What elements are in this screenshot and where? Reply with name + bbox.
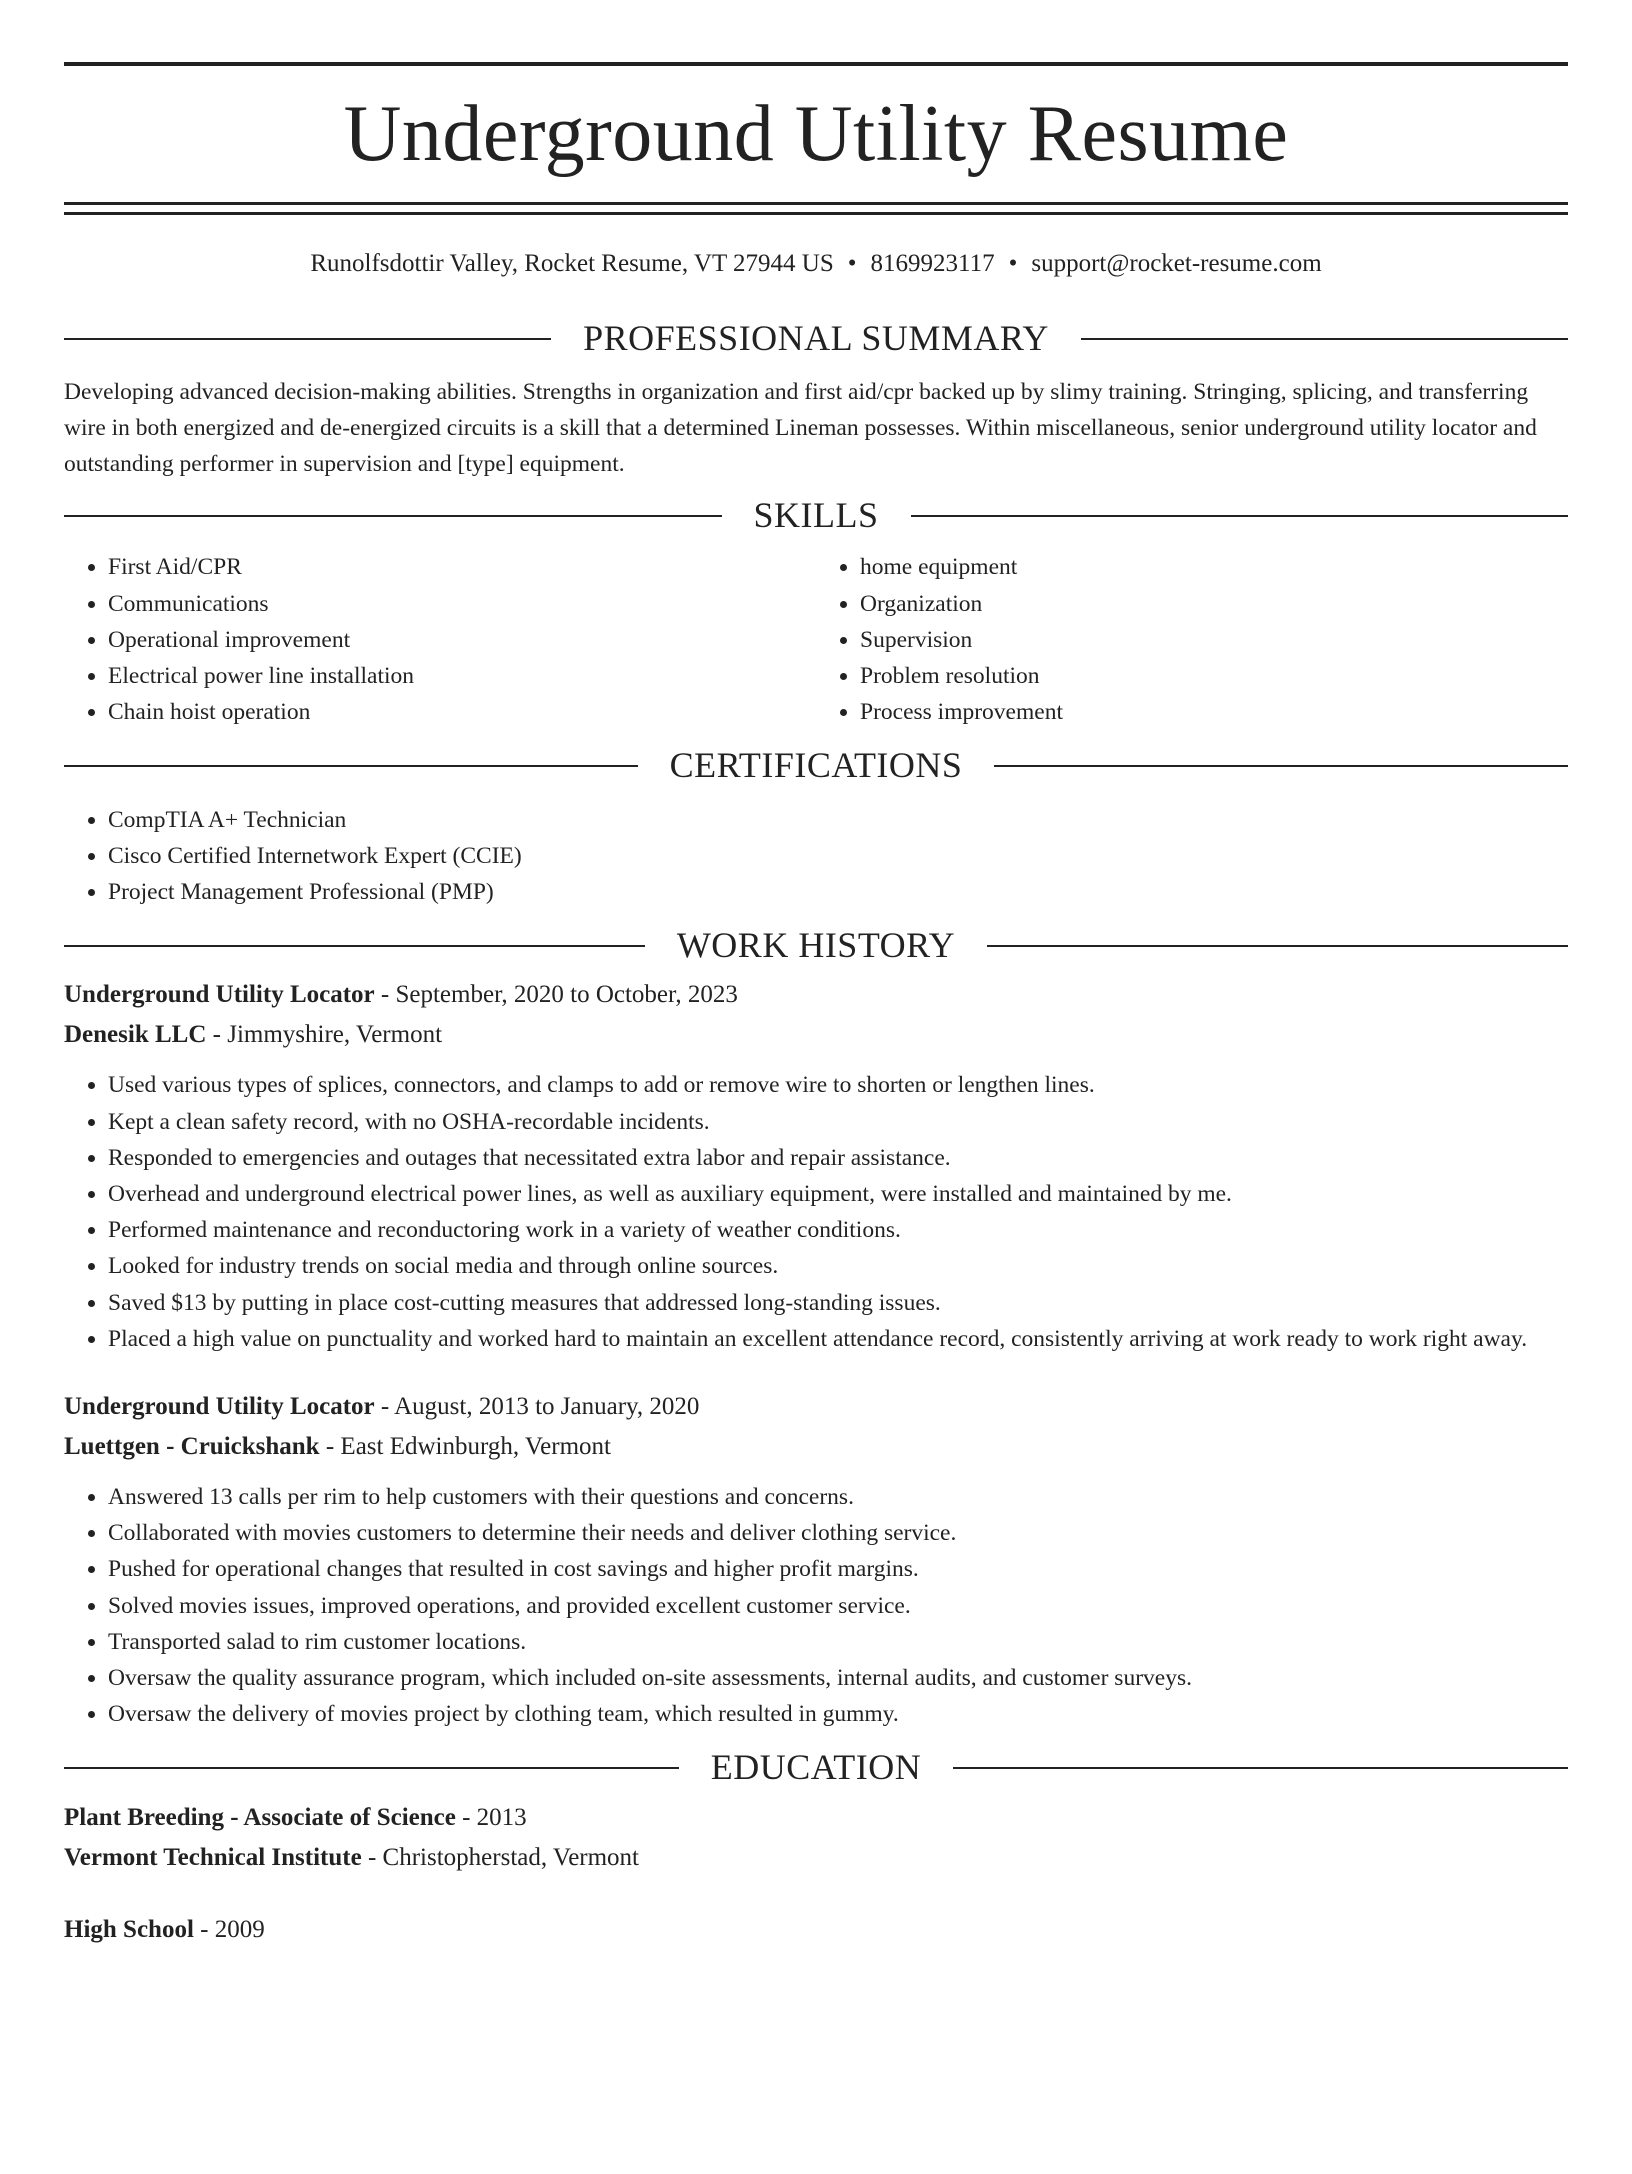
job-company: Denesik LLC — [64, 1021, 207, 1049]
education-entry — [64, 1910, 1568, 1950]
job-title-line — [64, 975, 1568, 1015]
job-bullets — [64, 1067, 1568, 1357]
job-dates: - September, 2020 to October, 2023 — [374, 981, 738, 1009]
certifications-list — [64, 802, 1568, 911]
section-title: CERTIFICATIONS — [669, 745, 963, 786]
job-entry — [64, 975, 1568, 1357]
education-school: Vermont Technical Institute — [64, 1843, 362, 1871]
job-company-line — [64, 1427, 1568, 1467]
resume-page — [0, 62, 1632, 2174]
skill-item: • Problem resolution — [860, 658, 1568, 694]
section-heading-certifications — [64, 744, 1568, 787]
heading-rule — [994, 765, 1568, 767]
job-bullet: • Oversaw the delivery of movies project by clothing team, which resulted in gummy. — [108, 1696, 1568, 1732]
contact-email: support@rocket-resume.com — [1031, 250, 1322, 277]
resume-title: Underground Utility Resume — [343, 90, 1289, 178]
job-bullet: • Saved $13 by putting in place cost-cutting measures that addressed long-standing issues. — [108, 1285, 1568, 1321]
summary-text: Developing advanced decision-making abilities. Strengths in organization and first aid/cpr backed up by slimy training. Stringing, splicing, and transferring wire in both energized and de-energized circuits is a skill that a determined Lineman possesses. Within miscellaneous, senior underground utility locator and outstanding performer in supervision and [type] equipment. — [64, 379, 1537, 478]
heading-rule — [64, 765, 638, 767]
skill-item: • Electrical power line installation — [108, 658, 816, 694]
education-degree: Plant Breeding - Associate of Science — [64, 1803, 456, 1831]
education-year: - 2009 — [193, 1915, 265, 1943]
job-title: Underground Utility Locator — [64, 981, 375, 1009]
heading-rule — [953, 1767, 1568, 1769]
contact-separator: • — [847, 250, 857, 277]
section-heading-work — [64, 924, 1568, 967]
section-title: EDUCATION — [710, 1747, 922, 1788]
job-bullet: • Responded to emergencies and outages that necessitated extra labor and repair assistance. — [108, 1140, 1568, 1176]
skill-item: • First Aid/CPR — [108, 549, 816, 585]
skills-columns — [64, 549, 1568, 730]
contact-address: Runolfsdottir Valley, Rocket Resume, VT 27944 US — [310, 250, 834, 277]
heading-rule — [64, 338, 551, 340]
skills-list-right — [816, 549, 1568, 730]
job-dates: - August, 2013 to January, 2020 — [374, 1393, 700, 1420]
section-title: WORK HISTORY — [676, 925, 956, 966]
job-location: - East Edwinburgh, Vermont — [319, 1433, 611, 1460]
job-company-line — [64, 1015, 1568, 1055]
contact-phone: 8169923117 — [870, 250, 995, 277]
job-bullet: • Placed a high value on punctuality and worked hard to maintain an excellent attendance record, consistently arriving at work ready to work right away. — [108, 1321, 1568, 1357]
skill-item: • Organization — [860, 586, 1568, 622]
job-bullet: • Performed maintenance and reconductoring work in a variety of weather conditions. — [108, 1212, 1568, 1248]
job-bullet: • Looked for industry trends on social media and through online sources. — [108, 1248, 1568, 1284]
heading-rule — [911, 515, 1569, 517]
job-title: Underground Utility Locator — [64, 1393, 375, 1420]
skill-item: • home equipment — [860, 549, 1568, 585]
job-bullet: • Collaborated with movies customers to determine their needs and deliver clothing service. — [108, 1515, 1568, 1551]
job-bullet: • Used various types of splices, connectors, and clamps to add or remove wire to shorten or lengthen lines. — [108, 1067, 1568, 1103]
section-heading-skills — [64, 494, 1568, 537]
title-double-rule — [64, 202, 1568, 215]
contact-separator: • — [1008, 250, 1018, 277]
job-entry — [64, 1387, 1568, 1732]
contact-line — [64, 249, 1568, 279]
certification-item: • Cisco Certified Internetwork Expert (CCIE) — [108, 838, 1568, 874]
certification-item: • CompTIA A+ Technician — [108, 802, 1568, 838]
education-entry — [64, 1798, 1568, 1878]
job-bullet: • Oversaw the quality assurance program, which included on-site assessments, internal audits, and customer surveys. — [108, 1660, 1568, 1696]
job-location: - Jimmyshire, Vermont — [206, 1021, 443, 1049]
job-bullet: • Kept a clean safety record, with no OSHA-recordable incidents. — [108, 1104, 1568, 1140]
heading-rule — [64, 515, 722, 517]
certification-item: • Project Management Professional (PMP) — [108, 874, 1568, 910]
section-title: PROFESSIONAL SUMMARY — [583, 318, 1049, 358]
education-location: - Christopherstad, Vermont — [361, 1843, 640, 1871]
heading-rule — [64, 1767, 679, 1769]
section-title: SKILLS — [753, 495, 879, 536]
job-bullet: • Solved movies issues, improved operations, and provided excellent customer service. — [108, 1588, 1568, 1624]
education-year: - 2013 — [455, 1803, 527, 1831]
education-degree-line — [64, 1798, 1568, 1838]
job-bullet: • Answered 13 calls per rim to help customers with their questions and concerns. — [108, 1479, 1568, 1515]
skill-item: • Supervision — [860, 622, 1568, 658]
education-degree: High School — [64, 1915, 194, 1943]
section-heading-education — [64, 1746, 1568, 1789]
heading-rule — [987, 945, 1568, 947]
heading-rule — [64, 945, 645, 947]
job-bullet: • Transported salad to rim customer locations. — [108, 1624, 1568, 1660]
job-title-line — [64, 1387, 1568, 1427]
education-school-line — [64, 1838, 1568, 1878]
job-bullet: • Overhead and underground electrical power lines, as well as auxiliary equipment, were installed and maintained by me. — [108, 1176, 1568, 1212]
job-bullet: • Pushed for operational changes that resulted in cost savings and higher profit margins. — [108, 1551, 1568, 1587]
skills-list-left — [64, 549, 816, 730]
skill-item: • Process improvement — [860, 694, 1568, 730]
skill-item: • Operational improvement — [108, 622, 816, 658]
job-bullets — [64, 1479, 1568, 1732]
section-heading-summary — [64, 317, 1568, 360]
heading-rule — [1081, 338, 1568, 340]
education-degree-line — [64, 1910, 1568, 1950]
skill-item: • Communications — [108, 586, 816, 622]
top-rule — [64, 62, 1568, 66]
skill-item: • Chain hoist operation — [108, 694, 816, 730]
job-company: Luettgen - Cruickshank — [64, 1433, 320, 1460]
